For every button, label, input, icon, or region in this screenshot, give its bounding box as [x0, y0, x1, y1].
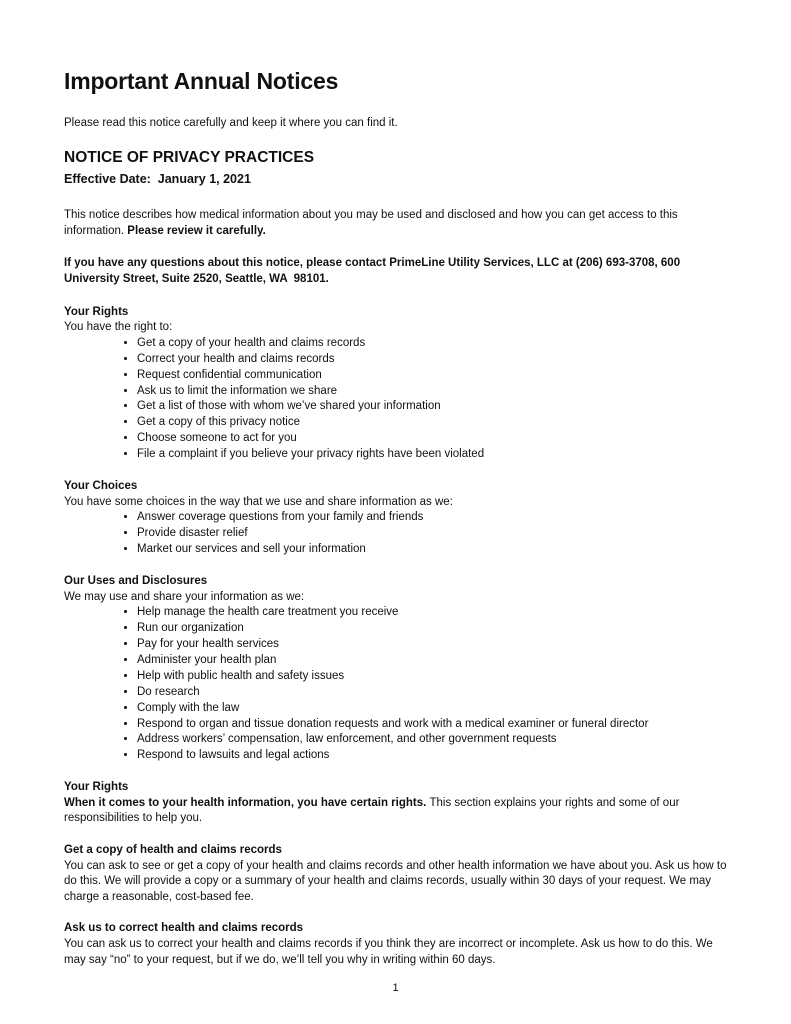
- section-heading: Our Uses and Disclosures: [64, 574, 208, 587]
- bullet-item: • Address workers’ compensation, law enforcement, and other government requests: [137, 732, 727, 748]
- intro-text: Please read this notice carefully and keep it where you can find it.: [64, 117, 398, 130]
- section-paragraph: [64, 937, 727, 968]
- bullet-item: • Respond to lawsuits and legal actions: [137, 748, 727, 764]
- bullet-item: • Provide disaster relief: [137, 526, 727, 542]
- section-paragraph: [64, 796, 727, 827]
- bullet-item: • Ask us to limit the information we share: [137, 384, 727, 400]
- contact-paragraph: [64, 256, 727, 287]
- bullet-item: • Help with public health and safety issues: [137, 669, 727, 685]
- bullet-list: [64, 336, 727, 463]
- text-run: You can ask to see or get a copy of your health and claims records and other health information we have about you. Ask us how to do this. We will provide a copy or a summary of your health and claims records, usually within 30 days of your request. We may charge a reasonable, cost-based fee.: [64, 859, 730, 903]
- document-section: [64, 921, 727, 968]
- bullet-list: [64, 605, 727, 764]
- section-heading: Get a copy of health and claims records: [64, 844, 282, 856]
- bold-text-run: Please review it carefully.: [127, 224, 266, 237]
- document-section: [64, 780, 727, 827]
- section-heading: Your Rights: [64, 305, 129, 318]
- bullet-item: • Do research: [137, 685, 727, 701]
- section-paragraph: [64, 859, 730, 906]
- bullet-item: • Get a copy of your health and claims records: [137, 336, 727, 352]
- bullet-item: • Answer coverage questions from your family and friends: [137, 510, 727, 526]
- bullet-list: [64, 510, 727, 558]
- bullet-item: • Get a list of those with whom we’ve shared your information: [137, 399, 727, 415]
- section-lead: You have the right to:: [64, 321, 173, 334]
- section-lead: We may use and share your information as we:: [64, 590, 305, 603]
- bullet-item: • Choose someone to act for you: [137, 431, 727, 447]
- notice-heading: NOTICE OF PRIVACY PRACTICES: [64, 149, 315, 167]
- bold-text-run: When it comes to your health information, you have certain rights.: [64, 796, 430, 809]
- bullet-item: • Request confidential communication: [137, 368, 727, 384]
- text-run: This section explains your rights and some of our responsibilities to help you.: [64, 796, 683, 825]
- effective-date: Effective Date: January 1, 2021: [64, 171, 251, 186]
- bullet-item: • Comply with the law: [137, 701, 727, 717]
- document-section: [64, 479, 727, 558]
- bullet-item: • Administer your health plan: [137, 653, 727, 669]
- section-heading: Ask us to correct health and claims records: [64, 922, 304, 935]
- bullet-item: • Respond to organ and tissue donation requests and work with a medical examiner or funeral director: [137, 717, 727, 733]
- section-heading: Your Choices: [64, 480, 138, 493]
- text-run: This notice describes how medical information about you may be used and disclosed and how you can get access to this information.: [64, 209, 681, 237]
- bullet-item: • Get a copy of this privacy notice: [137, 415, 727, 431]
- document-section: [64, 843, 730, 905]
- bullet-item: • Pay for your health services: [137, 637, 727, 653]
- page-title: Important Annual Notices: [64, 68, 339, 94]
- bullet-item: • File a complaint if you believe your privacy rights have been violated: [137, 447, 727, 463]
- bullet-item: • Market our services and sell your information: [137, 542, 727, 558]
- bullet-item: • Correct your health and claims records: [137, 352, 727, 368]
- page-number: 1: [392, 982, 399, 994]
- document-sections: [64, 305, 730, 969]
- description-paragraph: [64, 208, 727, 239]
- text-run: You can ask us to correct your health and claims records if you think they are incorrect or incomplete. Ask us how to do this. We may say “no” to your request, but if we do, we’ll tell you why in writing within 60 days.: [64, 937, 716, 966]
- document-section: [64, 574, 727, 764]
- document-section: [64, 305, 727, 463]
- bullet-item: • Help manage the health care treatment you receive: [137, 605, 727, 621]
- bullet-item: • Run our organization: [137, 621, 727, 637]
- section-lead: You have some choices in the way that we use and share information as we:: [64, 495, 453, 508]
- section-heading: Your Rights: [64, 781, 129, 794]
- bold-text-run: If you have any questions about this notice, please contact PrimeLine Utility Services, LLC at (206) 693-3708, 600 University Street, Suite 2520, Seattle, WA 98101.: [64, 257, 684, 286]
